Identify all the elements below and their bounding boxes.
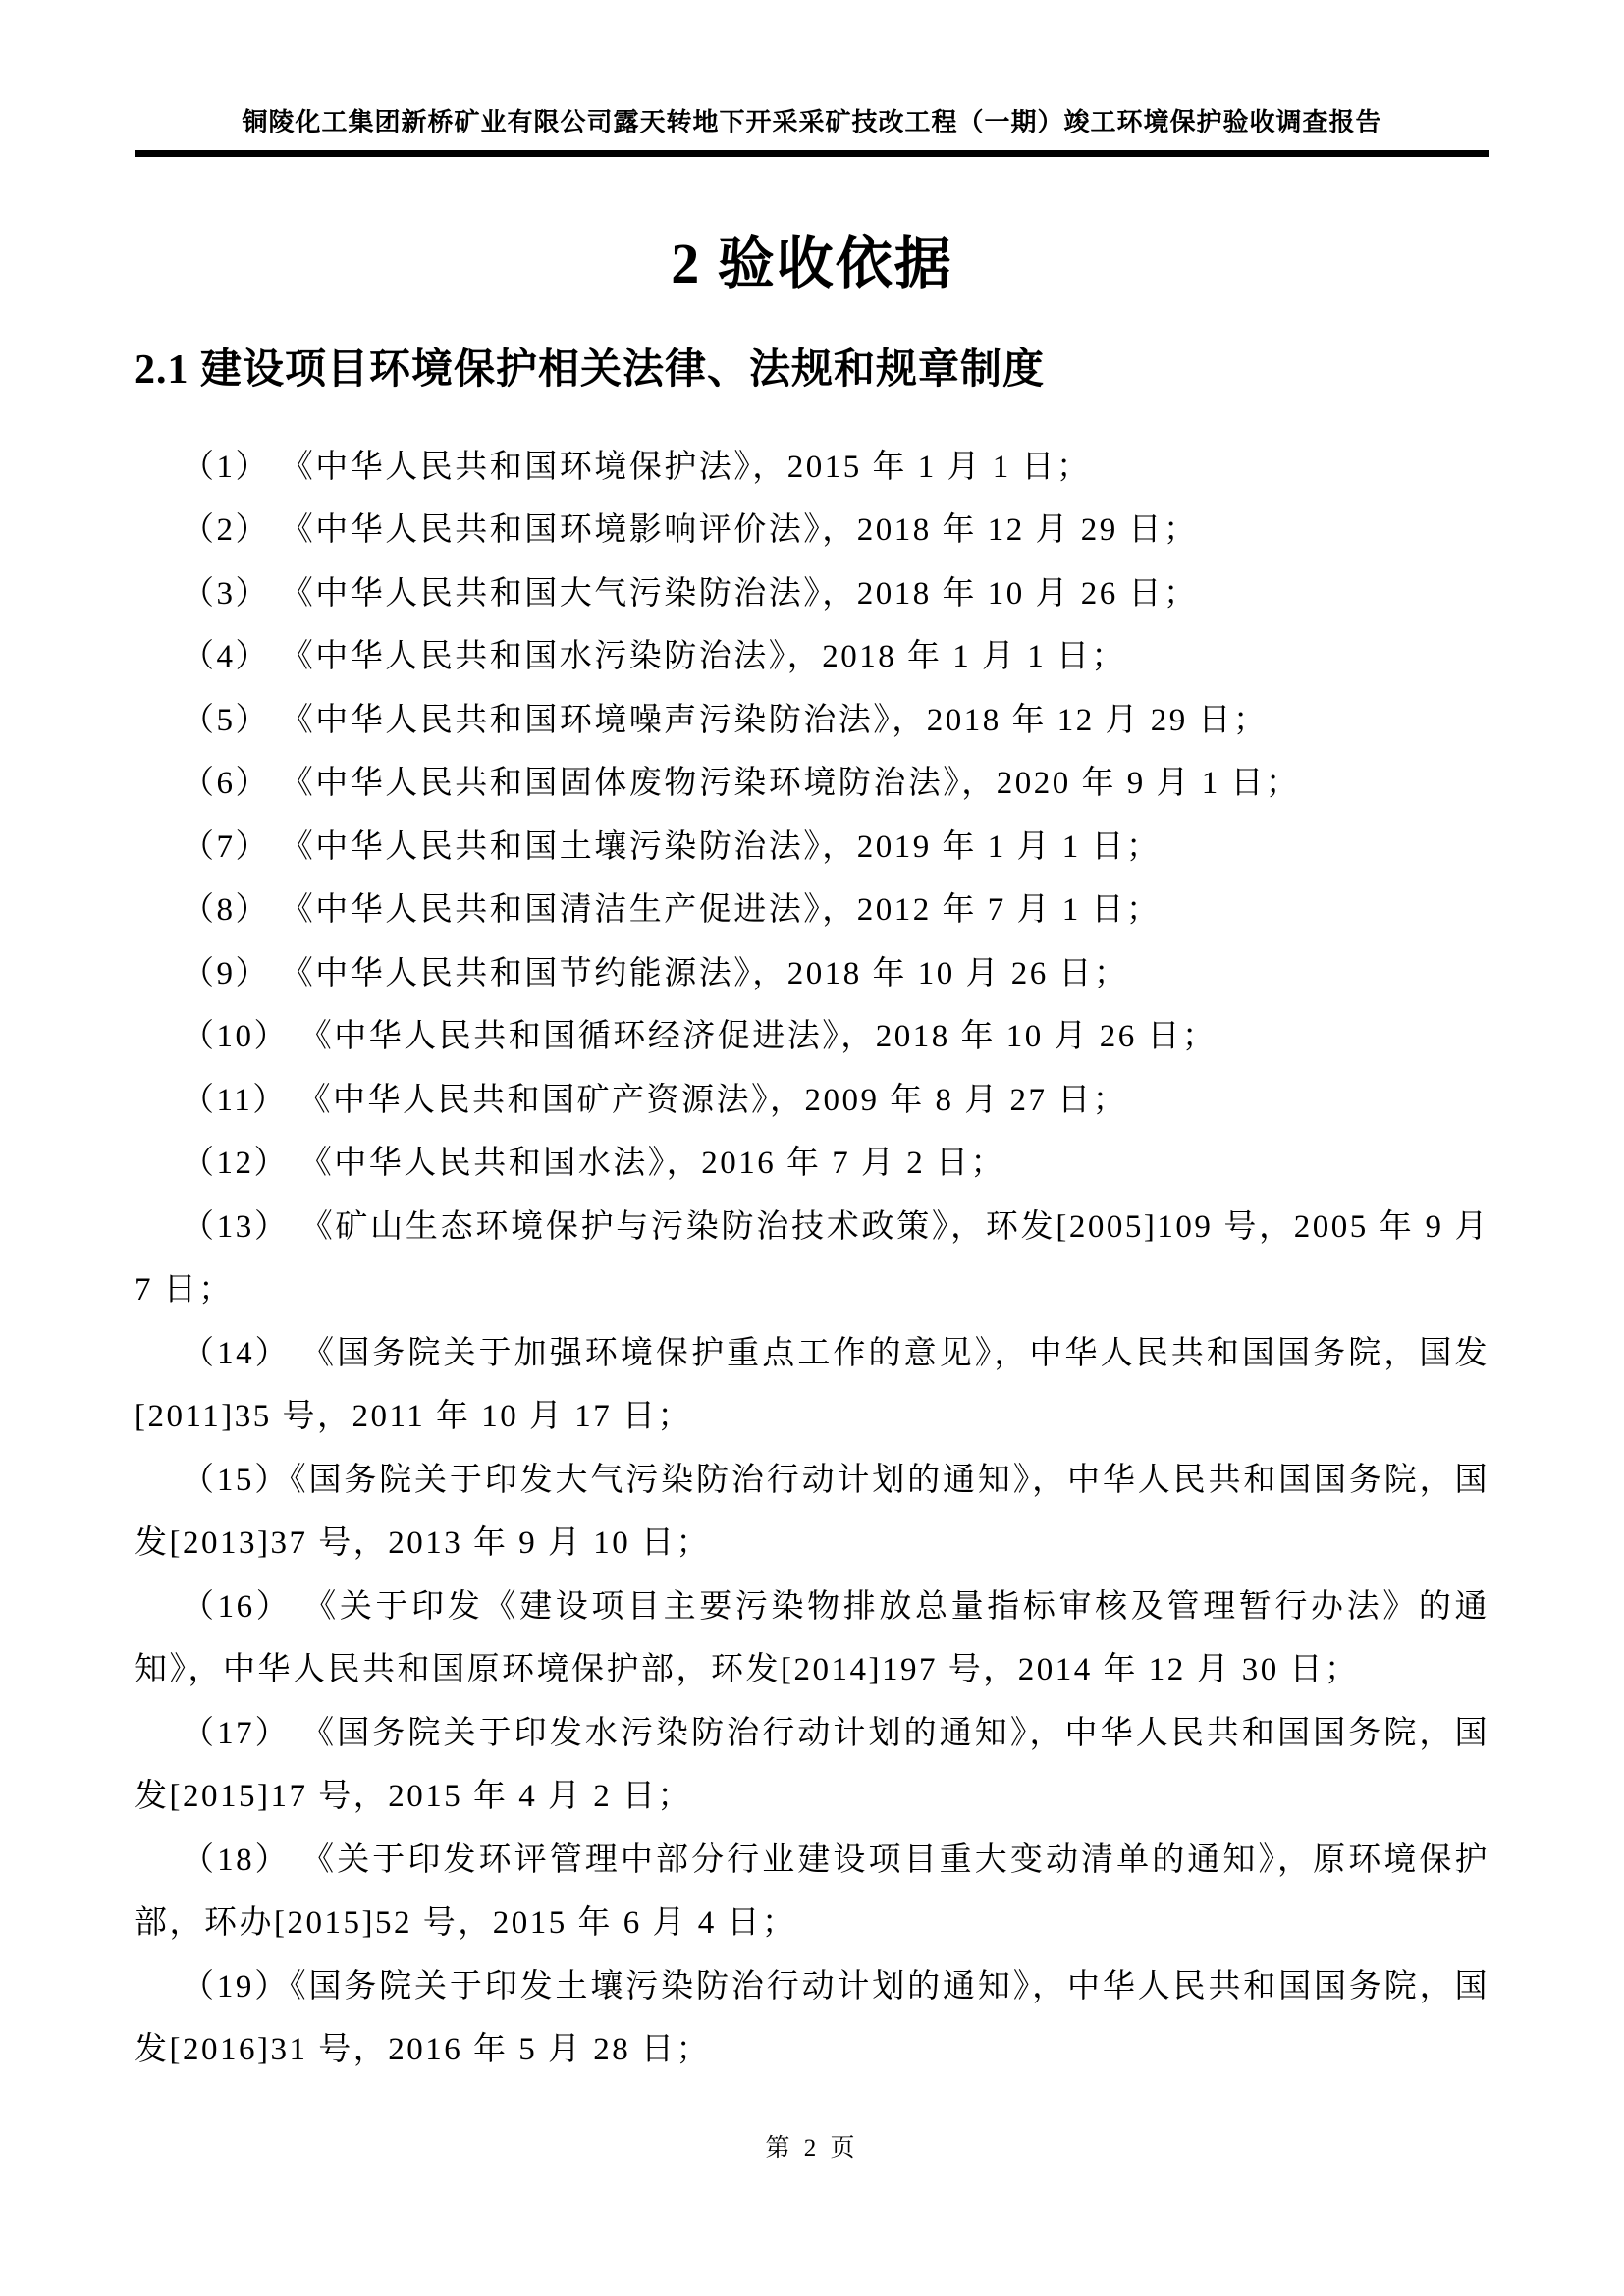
- legal-item: （10） 《中华人民共和国循环经济促进法》，2018 年 10 月 26 日；: [182, 1019, 1218, 1055]
- legal-item: （9） 《中华人民共和国节约能源法》，2018 年 10 月 26 日；: [182, 955, 1129, 991]
- legal-item: （13） 《矿山生态环境保护与污染防治技术政策》，环发[2005]109 号，2005 年 9 月 7 日；: [135, 1208, 1489, 1308]
- legal-item: （16） 《关于印发《建设项目主要污染物排放总量指标审核及管理暂行办法》的通知》，中华人民共和国原环境保护部，环发[2014]197 号，2014 年 12 月 30 日；: [135, 1588, 1489, 1688]
- header-divider: [135, 150, 1489, 157]
- legal-item: （15）《国务院关于印发大气污染防治行动计划的通知》，中华人民共和国国务院，国发[2013]37 号，2013 年 9 月 10 日；: [135, 1462, 1489, 1562]
- legal-item: （2） 《中华人民共和国环境影响评价法》，2018 年 12 月 29 日；: [182, 512, 1199, 549]
- legal-item: （1） 《中华人民共和国环境保护法》，2015 年 1 月 1 日；: [182, 449, 1092, 485]
- legal-item: （7） 《中华人民共和国土壤污染防治法》，2019 年 1 月 1 日；: [182, 828, 1162, 865]
- legal-references-list: [135, 436, 1489, 2082]
- chapter-title: 2 验收依据: [671, 232, 953, 295]
- section-heading: 2.1 建设项目环境保护相关法律、法规和规章制度: [135, 347, 1046, 393]
- legal-item: （12） 《中华人民共和国水法》，2016 年 7 月 2 日；: [182, 1146, 1005, 1182]
- legal-item: （11） 《中华人民共和国矿产资源法》，2009 年 8 月 27 日；: [182, 1082, 1128, 1118]
- legal-item: （5） 《中华人民共和国环境噪声污染防治法》，2018 年 12 月 29 日；: [182, 702, 1269, 738]
- running-header-text: 铜陵化工集团新桥矿业有限公司露天转地下开采采矿技改工程（一期）竣工环境保护验收调查报告: [242, 108, 1382, 136]
- legal-item: （17） 《国务院关于印发水污染防治行动计划的通知》，中华人民共和国国务院，国发[2015]17 号，2015 年 4 月 2 日；: [135, 1715, 1489, 1815]
- legal-item: （6） 《中华人民共和国固体废物污染环境防治法》，2020 年 9 月 1 日；: [182, 766, 1301, 802]
- legal-item: （19）《国务院关于印发土壤污染防治行动计划的通知》，中华人民共和国国务院，国发[2016]31 号，2016 年 5 月 28 日；: [135, 1968, 1489, 2068]
- page-number: 第 2 页: [765, 2135, 859, 2162]
- legal-item: （18） 《关于印发环评管理中部分行业建设项目重大变动清单的通知》，原环境保护部，环办[2015]52 号，2015 年 6 月 4 日；: [135, 1842, 1489, 1942]
- legal-item: （14） 《国务院关于加强环境保护重点工作的意见》，中华人民共和国国务院，国发[2011]35 号，2011 年 10 月 17 日；: [135, 1335, 1489, 1435]
- page-header: [135, 0, 1489, 157]
- legal-item: （3） 《中华人民共和国大气污染防治法》，2018 年 10 月 26 日；: [182, 575, 1199, 612]
- legal-item: （4） 《中华人民共和国水污染防治法》，2018 年 1 月 1 日；: [182, 639, 1126, 675]
- legal-item: （8） 《中华人民共和国清洁生产促进法》，2012 年 7 月 1 日；: [182, 892, 1162, 929]
